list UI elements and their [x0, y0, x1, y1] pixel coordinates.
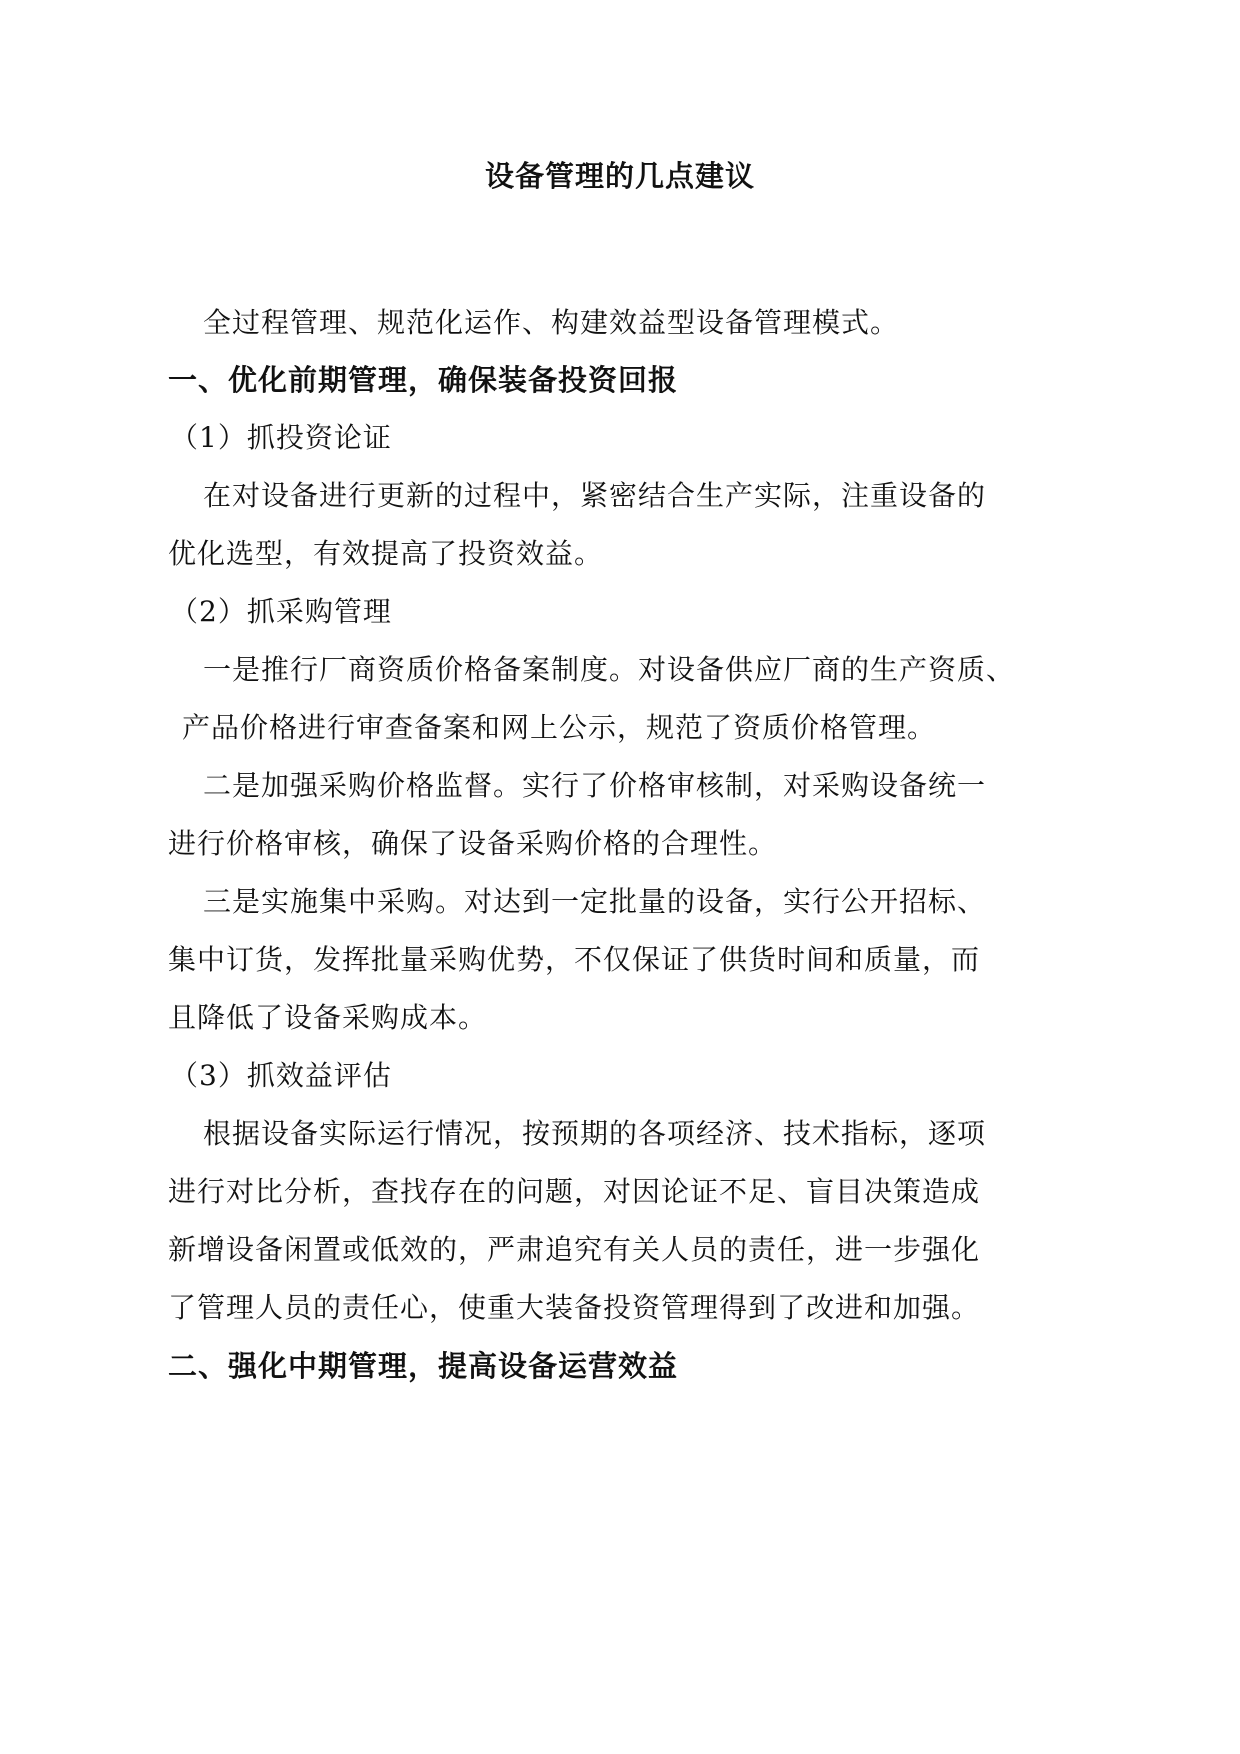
item-1-text-line-1: 在对设备进行更新的过程中，紧密结合生产实际，注重设备的: [203, 479, 987, 512]
item-2-para-3-line-3: 且降低了设备采购成本。: [168, 1001, 488, 1034]
document-title: 设备管理的几点建议: [484, 159, 755, 193]
item-1-label: （1）抓投资论证: [170, 421, 392, 454]
item-2-para-3-line-2: 集中订货，发挥批量采购优势，不仅保证了供货时间和质量，而: [168, 943, 981, 976]
item-2-para-1-line-2: 产品价格进行审查备案和网上公示，规范了资质价格管理。: [182, 711, 937, 744]
intro-paragraph: 全过程管理、规范化运作、构建效益型设备管理模式。: [203, 306, 900, 339]
item-1-text-line-2: 优化选型，有效提高了投资效益。: [168, 537, 604, 570]
item-2-para-2-line-1: 二是加强采购价格监督。实行了价格审核制，对采购设备统一: [203, 769, 987, 802]
item-3-text-line-2: 进行对比分析，查找存在的问题，对因论证不足、盲目决策造成: [168, 1175, 981, 1208]
item-3-text-line-1: 根据设备实际运行情况，按预期的各项经济、技术指标，逐项: [203, 1117, 987, 1150]
item-3-label: （3）抓效益评估: [170, 1059, 392, 1092]
item-2-para-3-line-1: 三是实施集中采购。对达到一定批量的设备，实行公开招标、: [203, 885, 987, 918]
item-3-text-line-3: 新增设备闲置或低效的，严肃追究有关人员的责任，进一步强化: [168, 1233, 981, 1266]
item-2-para-1-line-1: 一是推行厂商资质价格备案制度。对设备供应厂商的生产资质、: [203, 653, 1016, 686]
item-2-label: （2）抓采购管理: [170, 595, 392, 628]
section-1-heading: 一、优化前期管理，确保装备投资回报: [168, 363, 679, 397]
item-2-para-2-line-2: 进行价格审核，确保了设备采购价格的合理性。: [168, 827, 778, 860]
section-2-heading: 二、强化中期管理，提高设备运营效益: [168, 1349, 679, 1383]
item-3-text-line-4: 了管理人员的责任心，使重大装备投资管理得到了改进和加强。: [168, 1291, 981, 1324]
